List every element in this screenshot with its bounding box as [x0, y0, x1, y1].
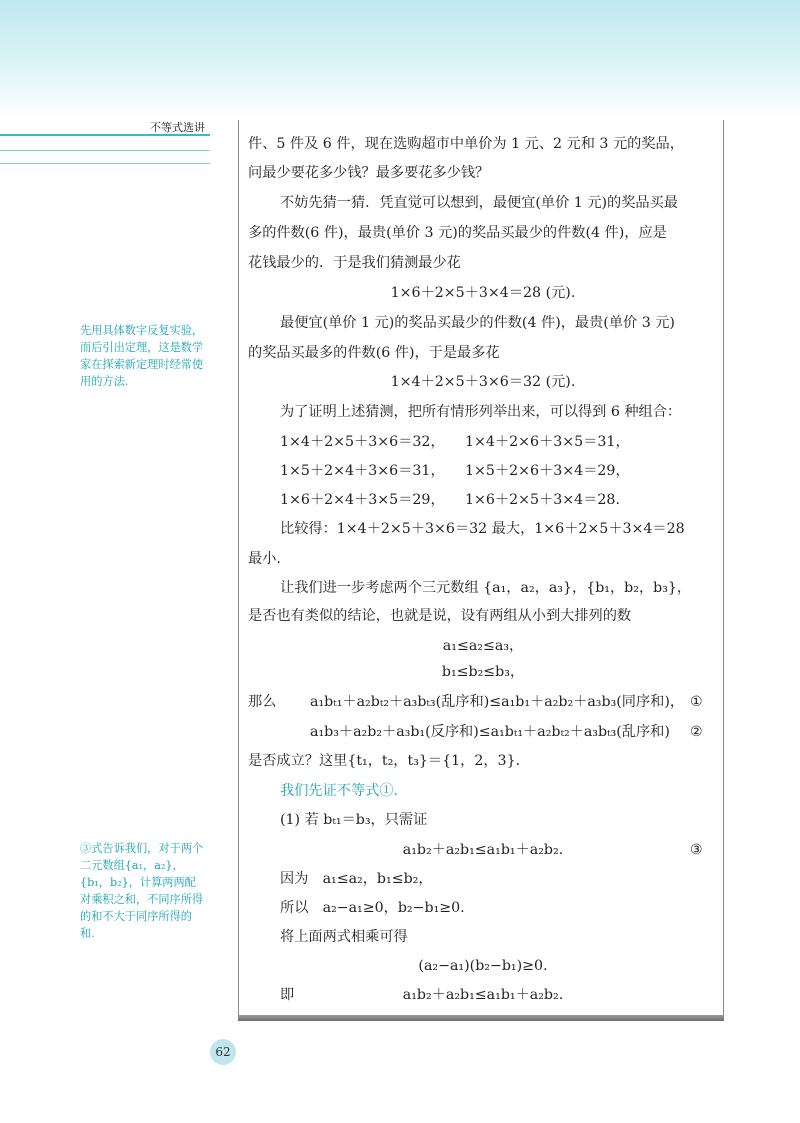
text-line: 最便宜(单价 1 元)的奖品买最少的件数(4 件)，最贵(单价 3 元)	[280, 315, 675, 331]
highlight-line: 我们先证不等式①.	[280, 783, 399, 799]
text-line: 将上面两式相乘可得	[280, 929, 408, 945]
inequality-2: a₁b₃＋a₂b₂＋a₃b₁(反序和)≤a₁bₜ₁＋a₂bₜ₂＋a₃bₜ₃(乱序和)	[310, 724, 670, 740]
combo-item: 1×6＋2×5＋3×4＝28.	[465, 492, 620, 508]
text-line: 最小.	[248, 551, 281, 567]
text-line: 那么	[248, 694, 277, 710]
equation: a₁b₂＋a₂b₁≤a₁b₁＋a₂b₂.	[402, 842, 564, 858]
text-line: 的奖品买最多的件数(6 件)，于是最多花	[248, 345, 500, 361]
content-bottom-bar	[238, 1015, 724, 1021]
text-line: 花钱最少的．于是我们猜测最少花	[248, 255, 461, 271]
text-line: 问最少要花多少钱？最多要花多少钱？	[248, 165, 490, 181]
text-line: 件、5 件及 6 件，现在选购超市中单价为 1 元、2 元和 3 元的奖品，	[248, 136, 684, 152]
text-line: 比较得：1×4＋2×5＋3×6＝32 最大，1×6＋2×5＋3×4＝28	[280, 521, 685, 537]
margin-note: 先用具体数字反复实验，而后引出定理，这是数学家在探索新定理时经常使用的方法.	[80, 324, 204, 388]
equation: a₁b₂＋a₂b₁≤a₁b₁＋a₂b₂.	[402, 987, 564, 1003]
running-header: 不等式选讲	[150, 121, 205, 134]
text-line: 为了证明上述猜测，把所有情形列举出来，可以得到 6 种组合：	[280, 404, 682, 420]
text-line: 多的件数(6 件)，最贵(单价 3 元)的奖品买最少的件数(4 件)，应是	[248, 225, 667, 241]
inequality-1: a₁bₜ₁＋a₂bₜ₂＋a₃bₜ₃(乱序和)≤a₁b₁＋a₂b₂＋a₃b₃(同序和)，	[310, 694, 685, 710]
combo-item: 1×4＋2×6＋3×5＝31，	[465, 434, 630, 450]
header-rule	[0, 150, 210, 151]
page-number: 62	[210, 1039, 236, 1065]
equation-number: ①	[690, 694, 703, 710]
equation: a₁≤a₂≤a₃，	[442, 638, 524, 654]
text-line: 不妨先猜一猜．凭直觉可以想到，最便宜(单价 1 元)的奖品买最	[280, 195, 678, 211]
margin-note: ③式告诉我们，对于两个二元数组{a₁，a₂}，{b₁，b₂}，计算两两配对乘积之和，不同序所得的和不大于同序所得的和.	[80, 842, 204, 940]
equation: (a₂−a₁)(b₂−b₁)≥0.	[418, 958, 548, 974]
combo-item: 1×4＋2×5＋3×6＝32，	[280, 434, 445, 450]
equation: b₁≤b₂≤b₃，	[441, 664, 525, 680]
equation: 1×4＋2×5＋3×6＝32 (元).	[390, 374, 576, 390]
combo-item: 1×5＋2×6＋3×4＝29，	[465, 463, 630, 479]
combo-item: 1×6＋2×4＋3×5＝29，	[280, 492, 445, 508]
text-line: (1) 若 bₜ₁＝b₃，只需证	[280, 812, 428, 828]
header-rule	[0, 134, 210, 136]
text-line: 是否也有类似的结论，也就是说，设有两组从小到大排列的数	[248, 608, 632, 624]
equation: 1×6＋2×5＋3×4＝28 (元).	[390, 285, 576, 301]
text-line: 所以 a₂−a₁≥0，b₂−b₁≥0.	[280, 900, 465, 916]
top-band	[0, 0, 800, 118]
equation-number: ②	[690, 724, 703, 740]
text-line: 让我们进一步考虑两个三元数组 {a₁，a₂，a₃}，{b₁，b₂，b₃}，	[280, 580, 692, 596]
text-line: 因为 a₁≤a₂，b₁≤b₂，	[280, 871, 433, 887]
text-line: 即	[280, 987, 295, 1003]
equation-number: ③	[690, 842, 703, 858]
header-rule	[0, 163, 210, 164]
text-line: 是否成立？这里{t₁，t₂，t₃}＝{1，2，3}.	[248, 753, 521, 769]
combo-item: 1×5＋2×4＋3×6＝31，	[280, 463, 445, 479]
